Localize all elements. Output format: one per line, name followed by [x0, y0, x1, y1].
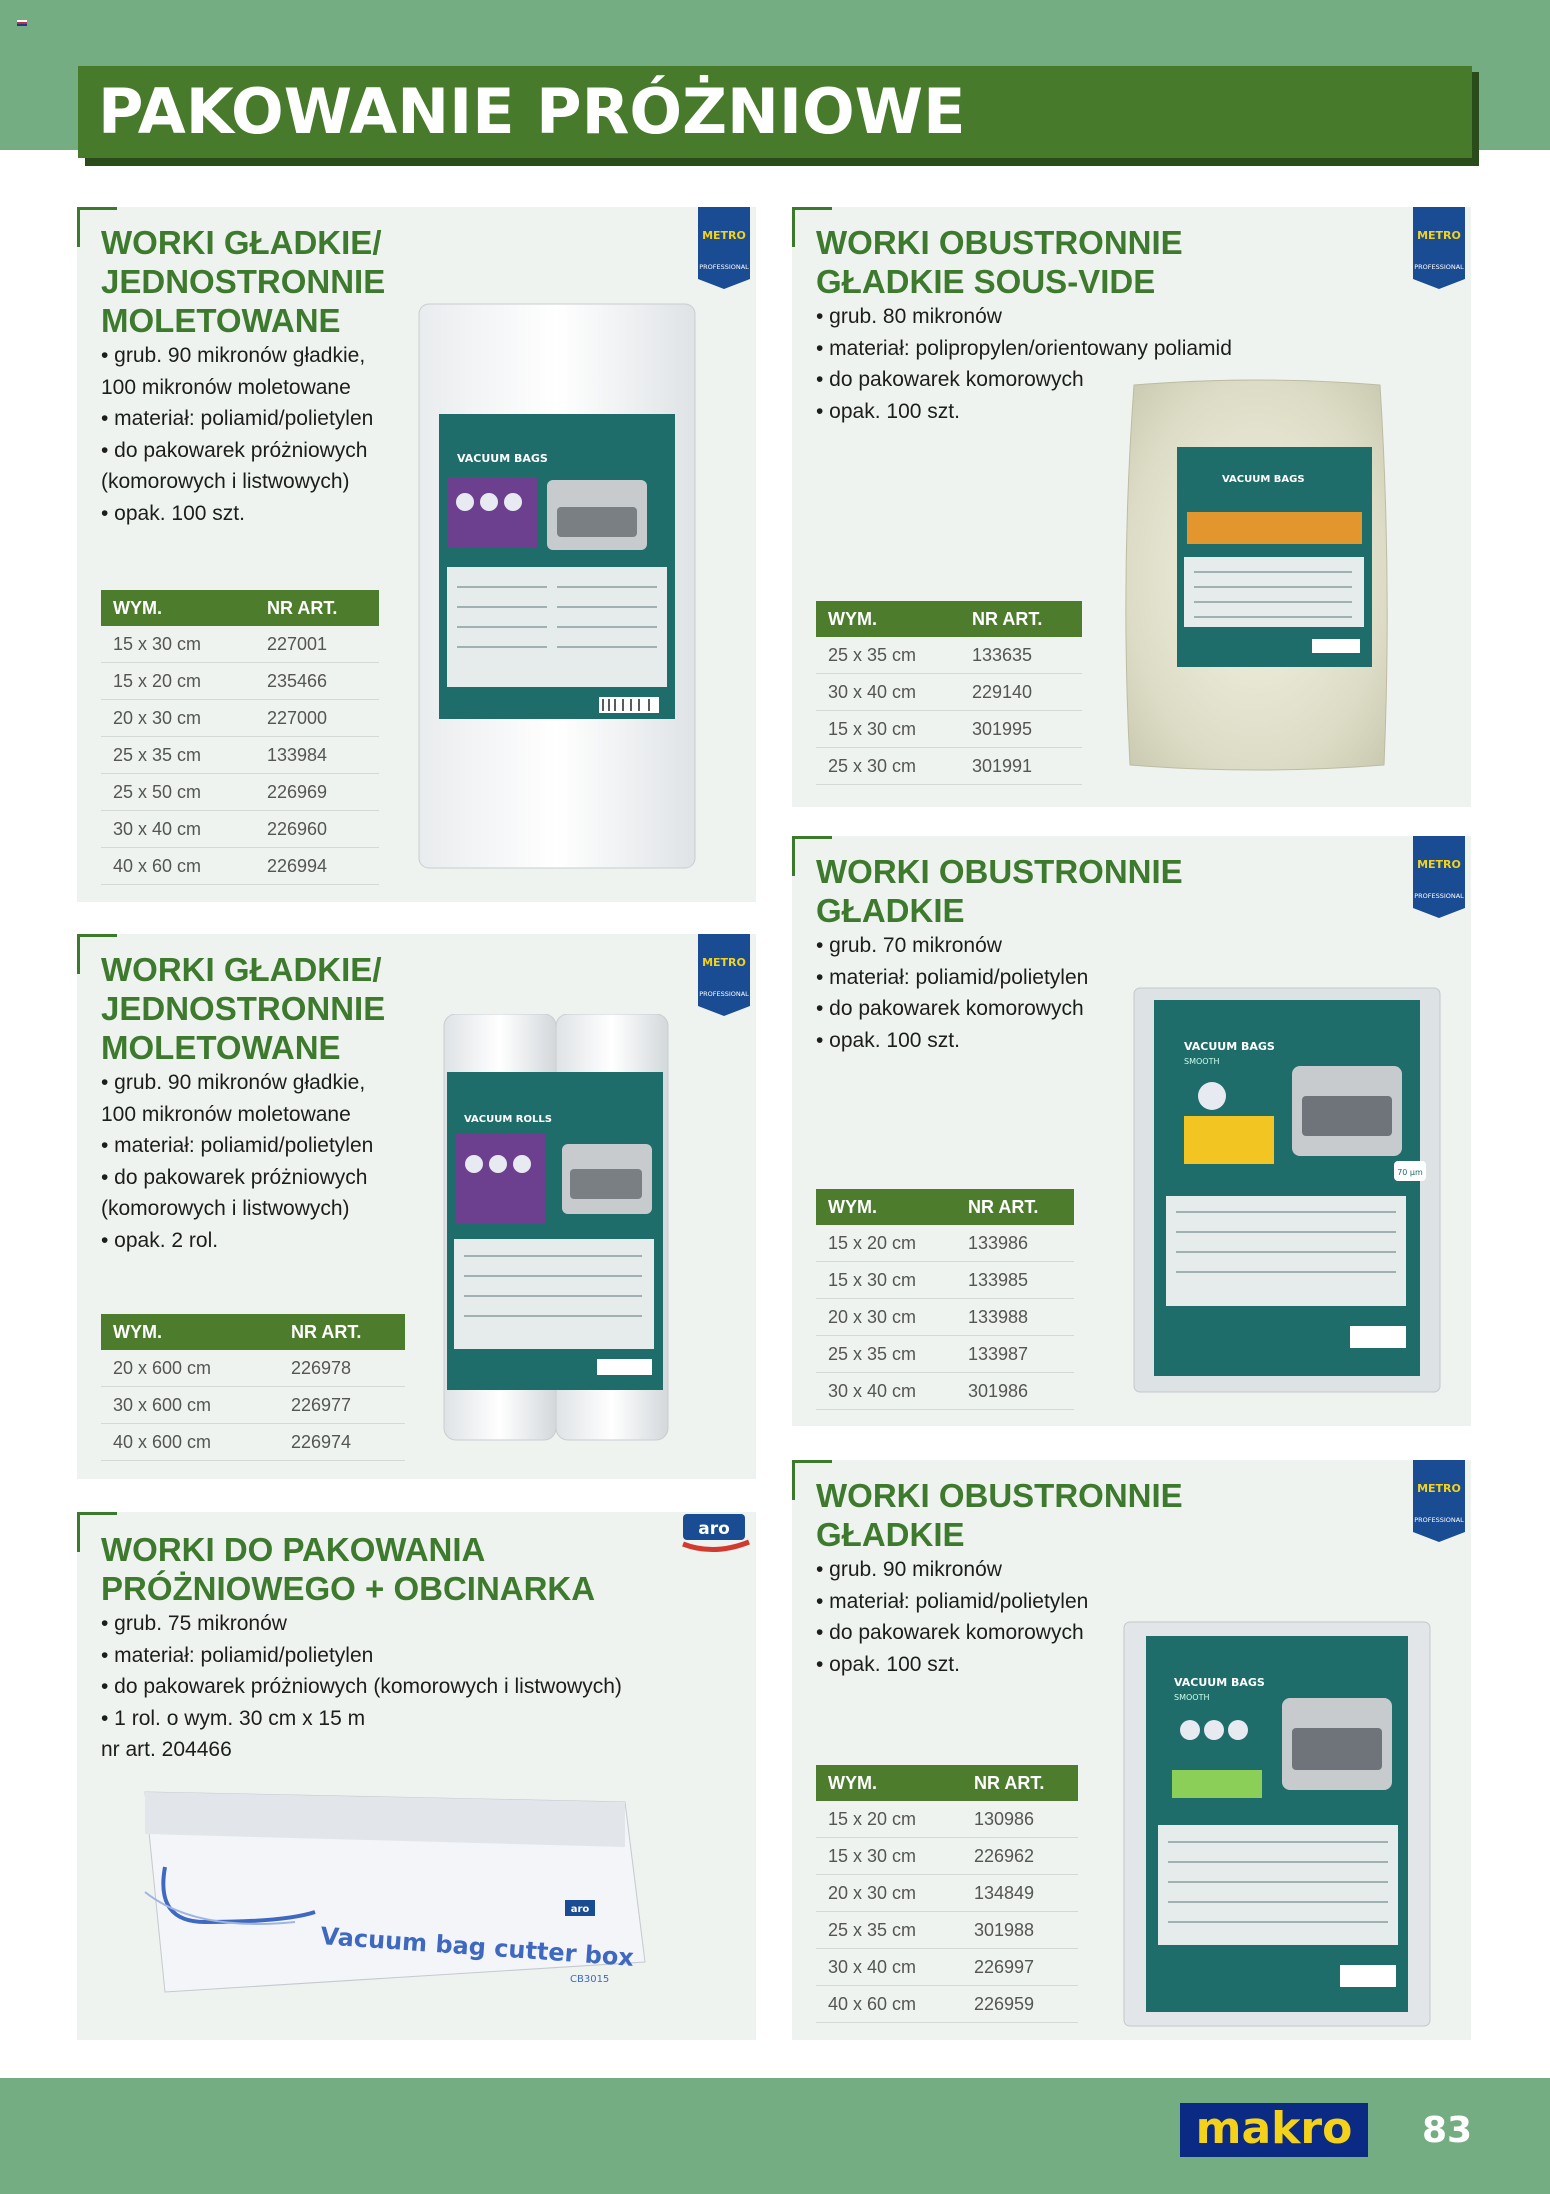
size-cell: 20 x 30 cm: [101, 700, 255, 737]
article-number-cell: 301986: [956, 1373, 1074, 1410]
size-cell: 20 x 30 cm: [816, 1299, 956, 1336]
article-number: nr art. 204466: [101, 1738, 232, 1761]
article-number-cell: 301988: [962, 1912, 1078, 1949]
table-row: [816, 748, 1082, 785]
product-panel-5: [77, 1512, 756, 2040]
size-cell: 25 x 35 cm: [816, 1336, 956, 1373]
table-row: [101, 626, 379, 663]
svg-text:70 µm: 70 µm: [1397, 1168, 1423, 1177]
size-cell: 15 x 20 cm: [816, 1801, 962, 1838]
article-number-cell: 133635: [960, 637, 1082, 674]
page-title: PAKOWANIE PRÓŻNIOWE: [78, 66, 1472, 158]
article-number-cell: 226997: [962, 1949, 1078, 1986]
article-number-cell: 226978: [279, 1350, 405, 1387]
article-number-cell: 133986: [956, 1225, 1074, 1262]
product-title: WORKI GŁADKIE/ JEDNOSTRONNIE MOLETOWANE: [101, 951, 386, 1066]
svg-text:METRO: METRO: [1417, 1482, 1461, 1495]
product-features: • grub. 90 mikronów gładkie, 100 mikronów moletowane • materiał: poliamid/polietylen • do pakowarek próżniowych (komorowych i listwowych) • opak. 2 rol.: [101, 1071, 374, 1252]
table-row: [816, 1299, 1074, 1336]
size-cell: 30 x 600 cm: [101, 1387, 279, 1424]
table-row: [816, 1838, 1078, 1875]
svg-text:PROFESSIONAL: PROFESSIONAL: [699, 263, 749, 271]
table-row: [101, 811, 379, 848]
size-cell: 40 x 60 cm: [816, 1986, 962, 2023]
article-number-cell: 229140: [960, 674, 1082, 711]
article-number-cell: 226962: [962, 1838, 1078, 1875]
svg-text:METRO: METRO: [1417, 858, 1461, 871]
size-cell: 30 x 40 cm: [101, 811, 255, 848]
vacuum-bag-smooth-70-image: [1132, 986, 1442, 1396]
table-row: [816, 1373, 1074, 1410]
metro-professional-logo: [1411, 207, 1467, 293]
article-number-cell: 301995: [960, 711, 1082, 748]
size-cell: 30 x 40 cm: [816, 1949, 962, 1986]
svg-text:PROFESSIONAL: PROFESSIONAL: [1414, 892, 1464, 900]
metro-professional-logo: [1411, 836, 1467, 922]
table-row: [816, 1801, 1078, 1838]
svg-text:SMOOTH: SMOOTH: [1174, 1693, 1210, 1702]
vacuum-bag-package-image: [417, 302, 697, 872]
size-cell: 25 x 30 cm: [816, 748, 960, 785]
table-row: [101, 700, 379, 737]
table-row: [816, 1912, 1078, 1949]
svg-text:PROFESSIONAL: PROFESSIONAL: [1414, 1516, 1464, 1524]
sous-vide-bag-image: [1122, 377, 1392, 777]
article-number-cell: 133987: [956, 1336, 1074, 1373]
svg-text:METRO: METRO: [702, 956, 746, 969]
table-row: [816, 674, 1082, 711]
makro-logo: makro: [1180, 2103, 1368, 2157]
svg-text:aro: aro: [698, 1519, 730, 1539]
size-cell: 20 x 600 cm: [101, 1350, 279, 1387]
table-row: [816, 1949, 1078, 1986]
product-features: • grub. 70 mikronów • materiał: poliamid/polietylen • do pakowarek komorowych • opak. 100 szt.: [816, 934, 1089, 1052]
article-number-cell: 130986: [962, 1801, 1078, 1838]
svg-text:VACUUM BAGS: VACUUM BAGS: [1222, 474, 1305, 485]
article-number-cell: 226977: [279, 1387, 405, 1424]
table-row: [816, 1262, 1074, 1299]
product-features: • grub. 90 mikronów • materiał: poliamid/polietylen • do pakowarek komorowych • opak. 100 szt.: [816, 1558, 1089, 1676]
size-cell: 15 x 20 cm: [101, 663, 255, 700]
svg-text:aro: aro: [570, 1904, 590, 1915]
table-row: [101, 848, 379, 885]
product-title: WORKI OBUSTRONNIE GŁADKIE: [816, 853, 1183, 929]
table-row: [816, 1225, 1074, 1262]
product-title: WORKI OBUSTRONNIE GŁADKIE SOUS-VIDE: [816, 224, 1183, 300]
article-number-cell: 226994: [255, 848, 379, 885]
size-cell: 25 x 35 cm: [816, 637, 960, 674]
product-title: WORKI OBUSTRONNIE GŁADKIE: [816, 1477, 1183, 1553]
svg-text:VACUUM BAGS: VACUUM BAGS: [1184, 1040, 1275, 1053]
size-cell: 15 x 20 cm: [816, 1225, 956, 1262]
size-table: WYM. NR ART. 15 x 20 cm 133986 15 x 30 cm 133985 20 x 30 cm 133988 25 x 35 cm 133987 30 x 40 cm 301986: [816, 1189, 1074, 1410]
article-number-cell: 133984: [255, 737, 379, 774]
article-number-cell: 133988: [956, 1299, 1074, 1336]
product-panel-4: [792, 836, 1471, 1426]
size-cell: 30 x 40 cm: [816, 674, 960, 711]
flag-icon: [17, 20, 27, 26]
article-number-cell: 301991: [960, 748, 1082, 785]
svg-text:CB3015: CB3015: [570, 1974, 610, 1985]
aro-logo: [681, 1512, 751, 1556]
vacuum-rolls-package-image: [442, 1014, 672, 1444]
svg-text:SMOOTH: SMOOTH: [1184, 1057, 1220, 1066]
product-panel-1: [77, 207, 756, 902]
size-cell: 15 x 30 cm: [101, 626, 255, 663]
metro-professional-logo: [1411, 1460, 1467, 1546]
size-cell: 25 x 35 cm: [101, 737, 255, 774]
size-table: WYM. NR ART. 15 x 20 cm 130986 15 x 30 cm 226962 20 x 30 cm 134849 25 x 35 cm 301988 30 x 40 cm 226997 40 x 60 cm 226959: [816, 1765, 1078, 2023]
svg-text:VACUUM BAGS: VACUUM BAGS: [457, 452, 548, 465]
article-number-cell: 227001: [255, 626, 379, 663]
size-cell: 30 x 40 cm: [816, 1373, 956, 1410]
product-panel-2: [792, 207, 1471, 807]
table-row: [816, 1986, 1078, 2023]
size-table: WYM. NR ART. 15 x 30 cm 227001 15 x 20 cm 235466 20 x 30 cm 227000 25 x 35 cm 133984 25 x 50 cm 226969 30 x 40 cm 226960 40 x 60 cm 226994: [101, 590, 379, 885]
metro-professional-logo: [696, 207, 752, 293]
table-row: [816, 711, 1082, 748]
article-number-cell: 235466: [255, 663, 379, 700]
size-cell: 15 x 30 cm: [816, 711, 960, 748]
table-row: [816, 1875, 1078, 1912]
size-table: WYM. NR ART. 25 x 35 cm 133635 30 x 40 cm 229140 15 x 30 cm 301995 25 x 30 cm 301991: [816, 601, 1082, 785]
size-table: WYM. NR ART. 20 x 600 cm 226978 30 x 600 cm 226977 40 x 600 cm 226974: [101, 1314, 405, 1461]
article-number-cell: 133985: [956, 1262, 1074, 1299]
product-title: WORKI DO PAKOWANIA PRÓŻNIOWEGO + OBCINARKA: [101, 1531, 596, 1607]
svg-text:PROFESSIONAL: PROFESSIONAL: [1414, 263, 1464, 271]
svg-text:METRO: METRO: [1417, 229, 1461, 242]
article-number-cell: 134849: [962, 1875, 1078, 1912]
size-cell: 20 x 30 cm: [816, 1875, 962, 1912]
vacuum-bag-smooth-90-image: [1122, 1620, 1432, 2030]
vacuum-bag-cutter-box-image: [125, 1772, 665, 2022]
size-cell: 15 x 30 cm: [816, 1838, 962, 1875]
table-row: [816, 637, 1082, 674]
svg-text:VACUUM BAGS: VACUUM BAGS: [1174, 1676, 1265, 1689]
size-cell: 25 x 35 cm: [816, 1912, 962, 1949]
metro-professional-logo: [696, 934, 752, 1020]
article-number-cell: 226974: [279, 1424, 405, 1461]
table-row: [101, 1350, 405, 1387]
size-cell: 40 x 600 cm: [101, 1424, 279, 1461]
article-number-cell: 227000: [255, 700, 379, 737]
svg-text:VACUUM ROLLS: VACUUM ROLLS: [464, 1114, 552, 1125]
product-title: WORKI GŁADKIE/ JEDNOSTRONNIE MOLETOWANE: [101, 224, 386, 339]
article-number-cell: 226969: [255, 774, 379, 811]
svg-text:PROFESSIONAL: PROFESSIONAL: [699, 990, 749, 998]
table-row: [101, 1424, 405, 1461]
page-number: 83: [1422, 2110, 1473, 2151]
table-row: [101, 1387, 405, 1424]
size-cell: 15 x 30 cm: [816, 1262, 956, 1299]
product-panel-6: [792, 1460, 1471, 2040]
table-row: [101, 737, 379, 774]
article-number-cell: 226960: [255, 811, 379, 848]
size-cell: 25 x 50 cm: [101, 774, 255, 811]
svg-text:Vacuum bag cutter box: Vacuum bag cutter box: [319, 1922, 635, 1972]
table-row: [816, 1336, 1074, 1373]
size-cell: 40 x 60 cm: [101, 848, 255, 885]
product-features: • grub. 75 mikronów • materiał: poliamid/polietylen • do pakowarek próżniowych (komorowych i listwowych) • 1 rol. o wym. 30 cm x 15 m: [101, 1612, 622, 1730]
product-features: • grub. 80 mikronów • materiał: polipropylen/orientowany poliamid • do pakowarek komorowych • opak. 100 szt.: [816, 305, 1232, 423]
table-row: [101, 774, 379, 811]
article-number-cell: 226959: [962, 1986, 1078, 2023]
svg-text:METRO: METRO: [702, 229, 746, 242]
table-row: [101, 663, 379, 700]
product-features: • grub. 90 mikronów gładkie, 100 mikronów moletowane • materiał: poliamid/polietylen • do pakowarek próżniowych (komorowych i listwowych) • opak. 100 szt.: [101, 344, 374, 525]
product-panel-3: [77, 934, 756, 1479]
